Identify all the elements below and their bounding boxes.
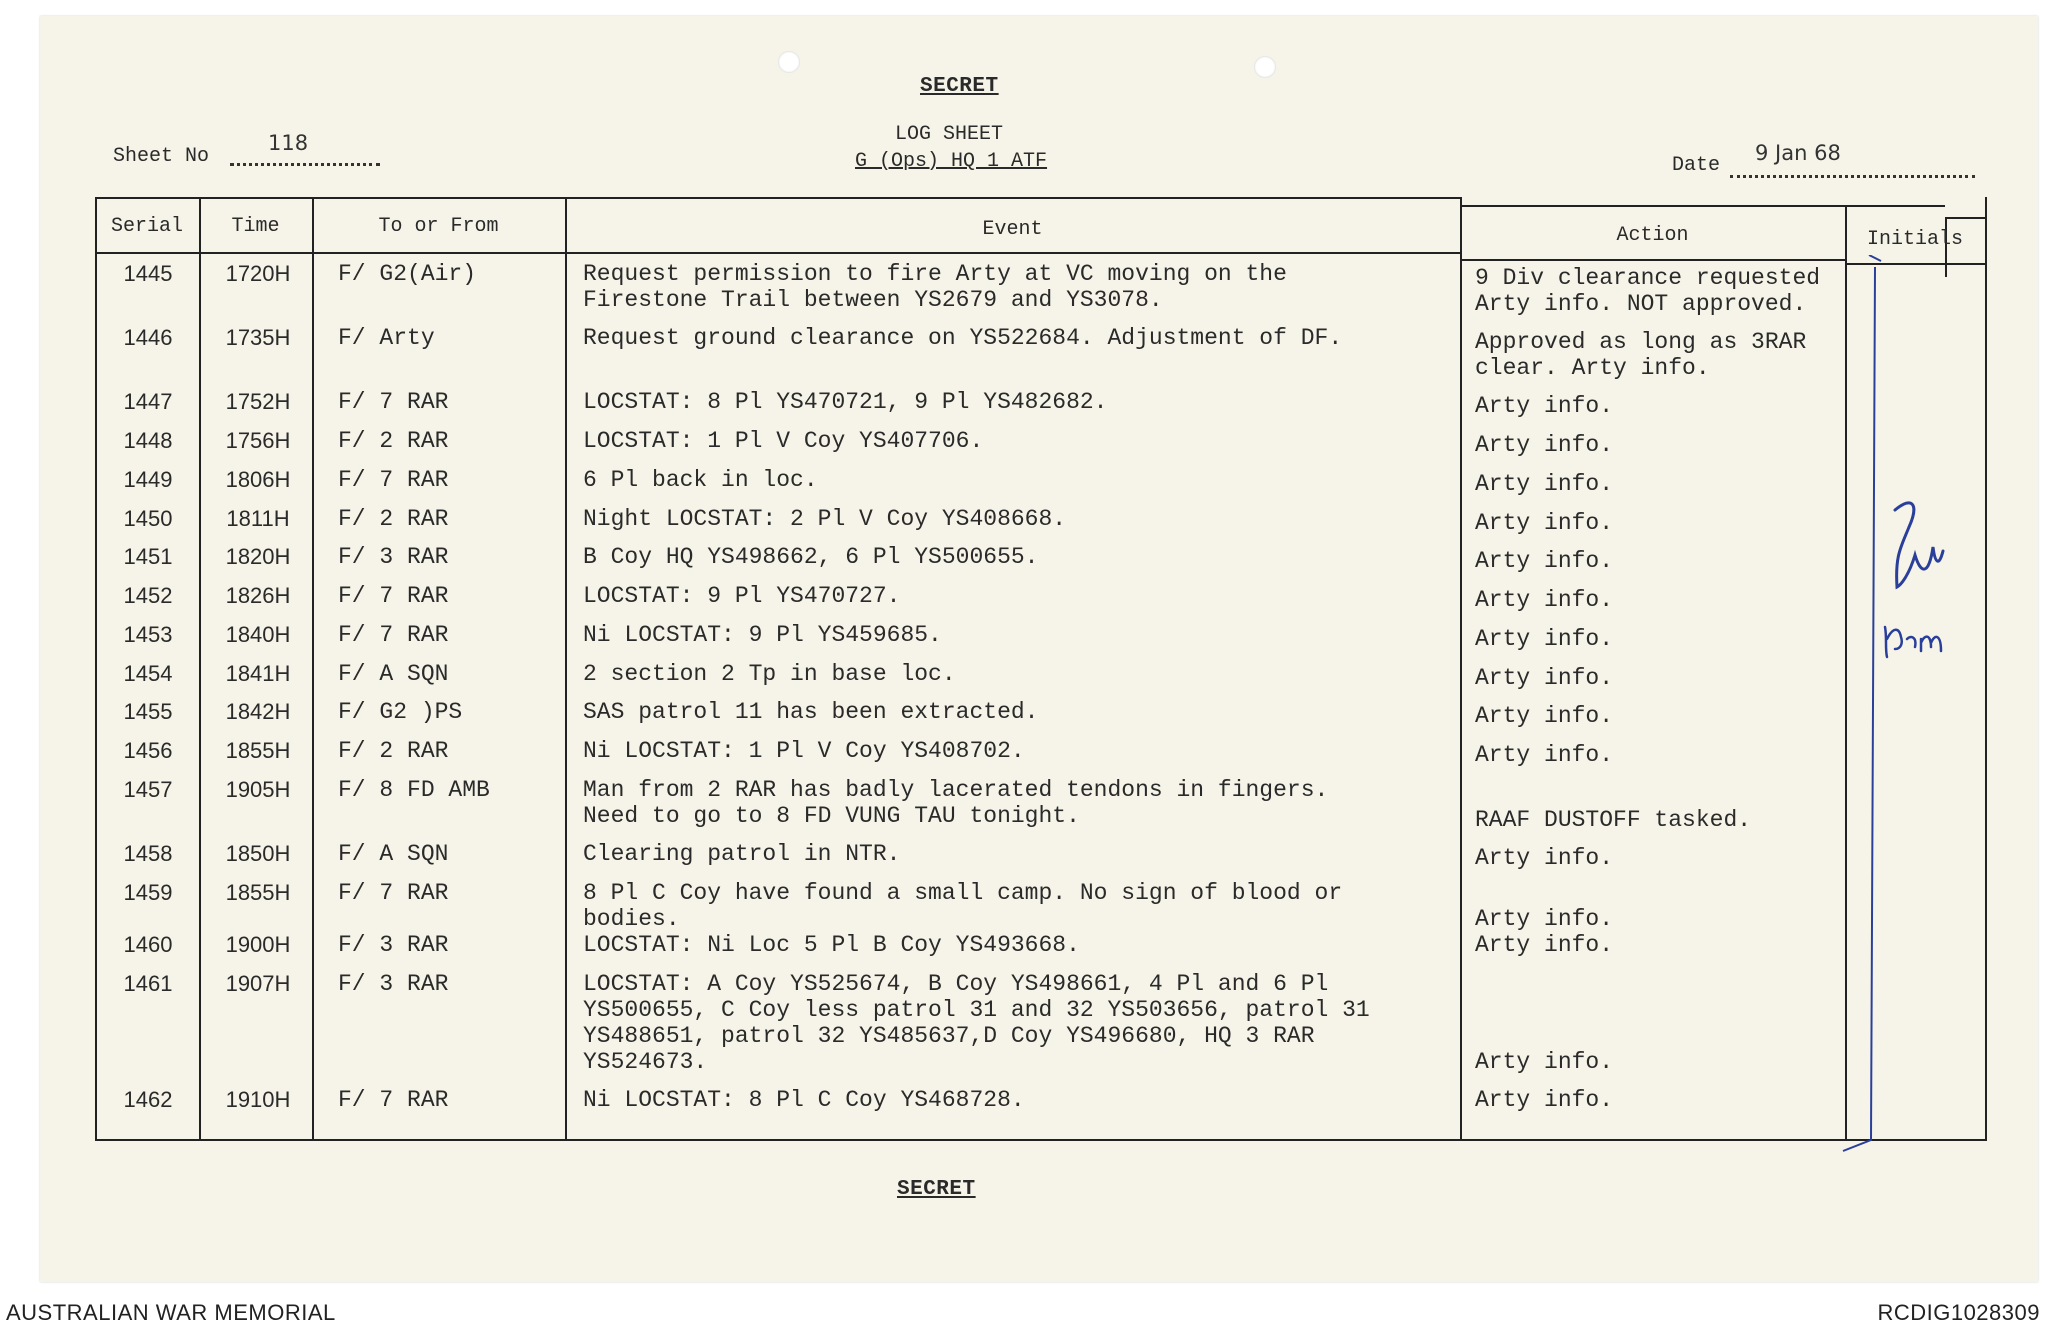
row-time: 1752H bbox=[225, 389, 291, 414]
row-action: Arty info. bbox=[1475, 665, 1614, 691]
row-serial: 1449 bbox=[123, 467, 173, 492]
row-to-from: F/ 7 RAR bbox=[338, 1087, 449, 1113]
row-to-from: F/ 2 RAR bbox=[338, 738, 449, 764]
row-action: Arty info. bbox=[1475, 932, 1614, 958]
classification-top: SECRET bbox=[920, 75, 999, 98]
row-to-from: F/ 2 RAR bbox=[338, 506, 449, 532]
sheet-no-value: 118 bbox=[268, 131, 309, 155]
unit-title: G (Ops) HQ 1 ATF bbox=[855, 150, 1048, 173]
pen-bracket-tick bbox=[1869, 255, 1881, 261]
row-serial: 1457 bbox=[123, 777, 173, 802]
row-action: Arty info. bbox=[1475, 393, 1614, 419]
row-event: Request ground clearance on YS522684. Adjustment of DF. bbox=[583, 325, 1343, 351]
row-time: 1820H bbox=[225, 544, 291, 569]
handwritten-initials-second bbox=[1885, 627, 1941, 657]
row-serial: 1459 bbox=[123, 880, 173, 905]
row-action: Arty info. bbox=[1475, 703, 1614, 729]
row-time: 1720H bbox=[225, 261, 291, 286]
row-event: 2 section 2 Tp in base loc. bbox=[583, 661, 956, 687]
initials-pen-marks bbox=[1835, 255, 1985, 1165]
row-event: LOCSTAT: 8 Pl YS470721, 9 Pl YS482682. bbox=[583, 389, 1108, 415]
row-event: LOCSTAT: Ni Loc 5 Pl B Coy YS493668. bbox=[583, 932, 1080, 958]
table-top-border-initials bbox=[1945, 217, 1985, 219]
date-label: Date bbox=[1672, 154, 1721, 177]
row-time: 1907H bbox=[225, 971, 291, 996]
row-serial: 1448 bbox=[123, 428, 173, 453]
row-action: Arty info. bbox=[1475, 906, 1614, 932]
row-time: 1850H bbox=[225, 841, 291, 866]
row-event: 8 Pl C Coy have found a small camp. No sign of blood or bodies. bbox=[583, 880, 1343, 932]
row-serial: 1446 bbox=[123, 325, 173, 350]
row-action: Arty info. bbox=[1475, 626, 1614, 652]
row-to-from: F/ A SQN bbox=[338, 661, 449, 687]
col-header-serial: Serial bbox=[110, 215, 183, 238]
row-serial: 1450 bbox=[123, 506, 173, 531]
row-action: Arty info. bbox=[1475, 1087, 1614, 1113]
row-to-from: F/ 7 RAR bbox=[338, 583, 449, 609]
row-serial: 1452 bbox=[123, 583, 173, 608]
col-header-action: Action bbox=[1616, 224, 1689, 247]
row-time: 1826H bbox=[225, 583, 291, 608]
col-header-event: Event bbox=[982, 218, 1043, 241]
row-time: 1905H bbox=[225, 777, 291, 802]
row-action: RAAF DUSTOFF tasked. bbox=[1475, 807, 1752, 833]
row-to-from: F/ G2 )PS bbox=[338, 699, 463, 725]
log-sheet-title: LOG SHEET bbox=[895, 123, 1004, 146]
row-event: 6 Pl back in loc. bbox=[583, 467, 818, 493]
row-event: SAS patrol 11 has been extracted. bbox=[583, 699, 1039, 725]
row-serial: 1462 bbox=[123, 1087, 173, 1112]
row-event: Night LOCSTAT: 2 Pl V Coy YS408668. bbox=[583, 506, 1067, 532]
row-serial: 1458 bbox=[123, 841, 173, 866]
row-serial: 1456 bbox=[123, 738, 173, 763]
footer-archive-name: AUSTRALIAN WAR MEMORIAL bbox=[6, 1300, 336, 1325]
date-value: 9 Jan 68 bbox=[1755, 141, 1841, 165]
row-serial: 1460 bbox=[123, 932, 173, 957]
row-time: 1900H bbox=[225, 932, 291, 957]
row-action: Arty info. bbox=[1475, 510, 1614, 536]
table-top-border-left bbox=[95, 197, 1460, 199]
row-action: Arty info. bbox=[1475, 587, 1614, 613]
row-time: 1910H bbox=[225, 1087, 291, 1112]
row-action: Arty info. bbox=[1475, 471, 1614, 497]
row-time: 1842H bbox=[225, 699, 291, 724]
row-to-from: F/ 7 RAR bbox=[338, 880, 449, 906]
footer-record-id: RCDIG1028309 bbox=[1877, 1300, 2040, 1325]
row-action: Approved as long as 3RAR clear. Arty info. bbox=[1475, 329, 1807, 381]
classification-bottom: SECRET bbox=[897, 1178, 976, 1201]
row-serial: 1453 bbox=[123, 622, 173, 647]
row-to-from: F/ 7 RAR bbox=[338, 389, 449, 415]
row-to-from: F/ 7 RAR bbox=[338, 622, 449, 648]
header-divider-left bbox=[95, 252, 1460, 254]
log-table bbox=[95, 197, 1985, 1141]
row-time: 1806H bbox=[225, 467, 291, 492]
row-to-from: F/ 3 RAR bbox=[338, 971, 449, 997]
row-time: 1840H bbox=[225, 622, 291, 647]
row-time: 1735H bbox=[225, 325, 291, 350]
col-header-initials: Initials bbox=[1866, 228, 1963, 251]
table-top-border-action bbox=[1460, 205, 1945, 207]
row-event: Ni LOCSTAT: 8 Pl C Coy YS468728. bbox=[583, 1087, 1025, 1113]
col-divider-3 bbox=[565, 197, 567, 1141]
row-action: Arty info. bbox=[1475, 845, 1614, 871]
sheet-no-label: Sheet No bbox=[113, 145, 210, 168]
pen-bracket-line bbox=[1843, 267, 1875, 1151]
row-event: LOCSTAT: 9 Pl YS470727. bbox=[583, 583, 901, 609]
row-time: 1811H bbox=[226, 506, 290, 531]
row-time: 1756H bbox=[225, 428, 291, 453]
date-dotted-line bbox=[1730, 175, 1975, 178]
row-to-from: F/ A SQN bbox=[338, 841, 449, 867]
punch-hole-right bbox=[1254, 56, 1276, 78]
row-event: Ni LOCSTAT: 1 Pl V Coy YS408702. bbox=[583, 738, 1025, 764]
row-serial: 1447 bbox=[123, 389, 173, 414]
row-to-from: F/ 3 RAR bbox=[338, 932, 449, 958]
row-action: Arty info. bbox=[1475, 548, 1614, 574]
handwritten-initials-signature bbox=[1895, 503, 1943, 587]
col-header-to-from: To or From bbox=[378, 215, 499, 238]
row-event: Ni LOCSTAT: 9 Pl YS459685. bbox=[583, 622, 942, 648]
row-event: LOCSTAT: A Coy YS525674, B Coy YS498661, 4 Pl and 6 Pl YS500655, C Coy less patrol 31 and 32 YS503656, patrol 31 YS488651, patrol 32 YS485637,D Coy YS496680, HQ 3 RAR YS524673. bbox=[583, 971, 1370, 1075]
row-action: 9 Div clearance requested Arty info. NOT approved. bbox=[1475, 265, 1821, 317]
row-event: LOCSTAT: 1 Pl V Coy YS407706. bbox=[583, 428, 984, 454]
row-time: 1855H bbox=[225, 880, 291, 905]
punch-hole-left bbox=[778, 51, 800, 73]
row-to-from: F/ G2(Air) bbox=[338, 261, 477, 287]
col-header-time: Time bbox=[231, 215, 280, 238]
row-event: B Coy HQ YS498662, 6 Pl YS500655. bbox=[583, 544, 1039, 570]
row-time: 1841H bbox=[225, 661, 291, 686]
row-serial: 1445 bbox=[123, 261, 173, 286]
row-serial: 1461 bbox=[123, 971, 173, 996]
row-serial: 1455 bbox=[123, 699, 173, 724]
row-event: Man from 2 RAR has badly lacerated tendons in fingers. Need to go to 8 FD VUNG TAU tonight. bbox=[583, 777, 1329, 829]
row-to-from: F/ 8 FD AMB bbox=[338, 777, 490, 803]
row-event: Request permission to fire Arty at VC moving on the Firestone Trail between YS2679 and YS3078. bbox=[583, 261, 1287, 313]
row-to-from: F/ 2 RAR bbox=[338, 428, 449, 454]
row-to-from: F/ 7 RAR bbox=[338, 467, 449, 493]
row-to-from: F/ 3 RAR bbox=[338, 544, 449, 570]
row-serial: 1451 bbox=[123, 544, 173, 569]
row-event: Clearing patrol in NTR. bbox=[583, 841, 901, 867]
row-action: Arty info. bbox=[1475, 1049, 1614, 1075]
col-divider-2 bbox=[312, 197, 314, 1141]
row-time: 1855H bbox=[225, 738, 291, 763]
sheet-no-dotted-line bbox=[230, 163, 380, 166]
row-serial: 1454 bbox=[123, 661, 173, 686]
row-action: Arty info. bbox=[1475, 432, 1614, 458]
row-action: Arty info. bbox=[1475, 742, 1614, 768]
row-to-from: F/ Arty bbox=[338, 325, 435, 351]
